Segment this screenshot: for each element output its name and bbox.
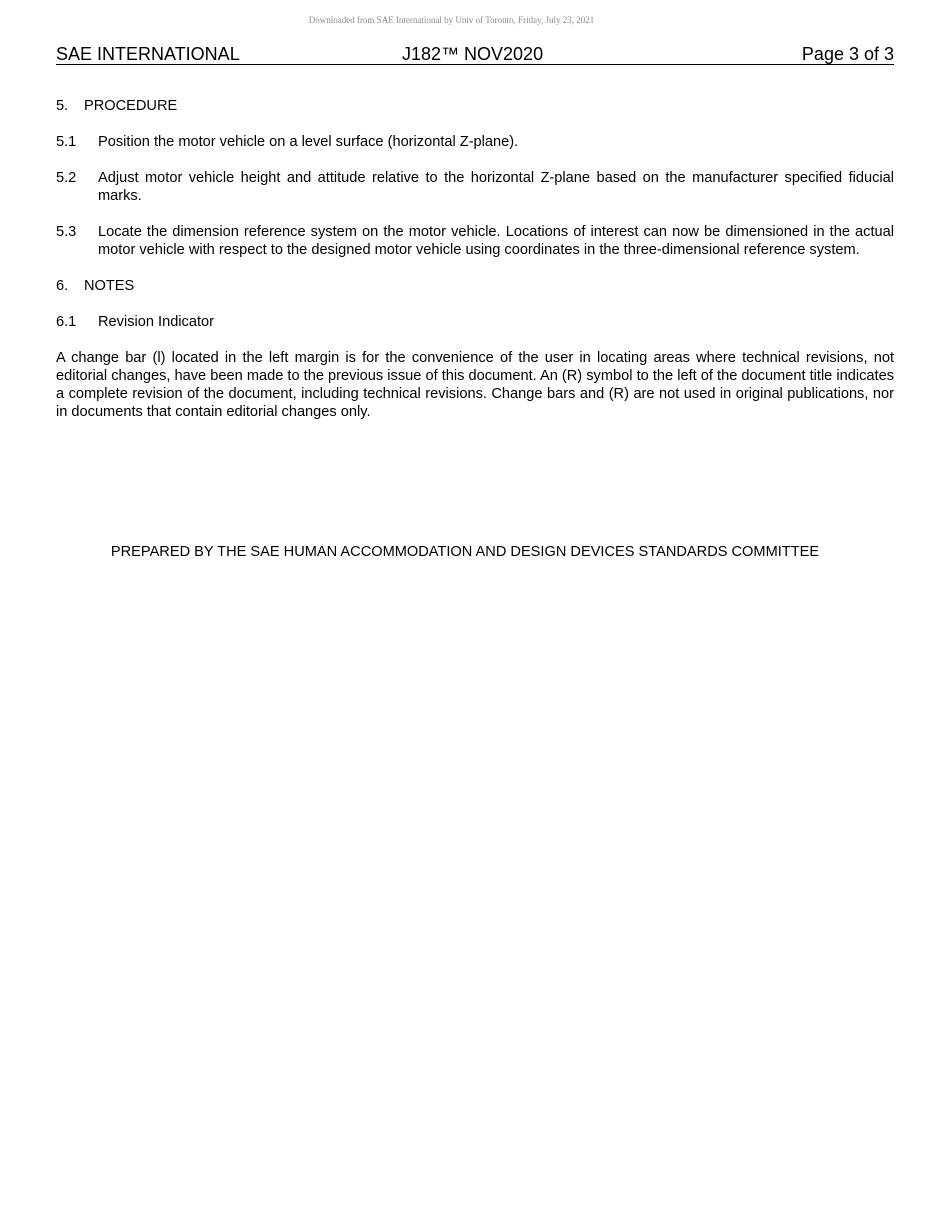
- revision-indicator-paragraph: A change bar (l) located in the left margin is for the convenience of the user in locating areas where technical revisions, not editorial changes, have been made to the previous issue of this document. An (R) symbol to the left of the document title indicates a complete revision of the document, including technical revisions. Change bars and (R) are not used in original publications, nor in documents that contain editorial changes only.: [56, 350, 894, 420]
- download-watermark: Downloaded from SAE International by Univ of Toronto, Friday, July 23, 2021: [308, 15, 595, 25]
- subsection-number: 6.1: [56, 314, 77, 330]
- prepared-by-statement: PREPARED BY THE SAE HUMAN ACCOMMODATION AND DESIGN DEVICES STANDARDS COMMITTEE: [110, 544, 820, 560]
- section-notes-heading: [56, 277, 894, 295]
- section-title: NOTES: [84, 278, 135, 294]
- section-title: PROCEDURE: [84, 98, 178, 114]
- step-text: Position the motor vehicle on a level surface (horizontal Z-plane).: [98, 134, 519, 150]
- document-body: [56, 97, 894, 421]
- subsection-title: Revision Indicator: [98, 314, 214, 330]
- notes-subsection-6-1: [56, 313, 894, 331]
- step-text: Locate the dimension reference system on the motor vehicle. Locations of interest can now be dimensioned in the actual motor vehicle with respect to the designed motor vehicle using coordinates in the three-dimensional reference system.: [98, 224, 894, 258]
- section-number: 5.: [56, 98, 69, 114]
- section-number: 6.: [56, 278, 69, 294]
- header-document-id: J182™ NOV2020: [402, 44, 544, 64]
- procedure-step-5-2: [56, 169, 894, 205]
- section-procedure-heading: [56, 97, 894, 115]
- step-number: 5.3: [56, 224, 77, 240]
- procedure-step-5-1: [56, 133, 894, 151]
- step-number: 5.2: [56, 170, 77, 186]
- page-header: [56, 44, 894, 65]
- header-page-number: Page 3 of 3: [801, 44, 894, 64]
- header-organization: SAE INTERNATIONAL: [56, 44, 240, 64]
- procedure-step-5-3: [56, 223, 894, 259]
- step-number: 5.1: [56, 134, 77, 150]
- step-text: Adjust motor vehicle height and attitude relative to the horizontal Z-plane based on the manufacturer specified fiducial marks.: [98, 170, 894, 204]
